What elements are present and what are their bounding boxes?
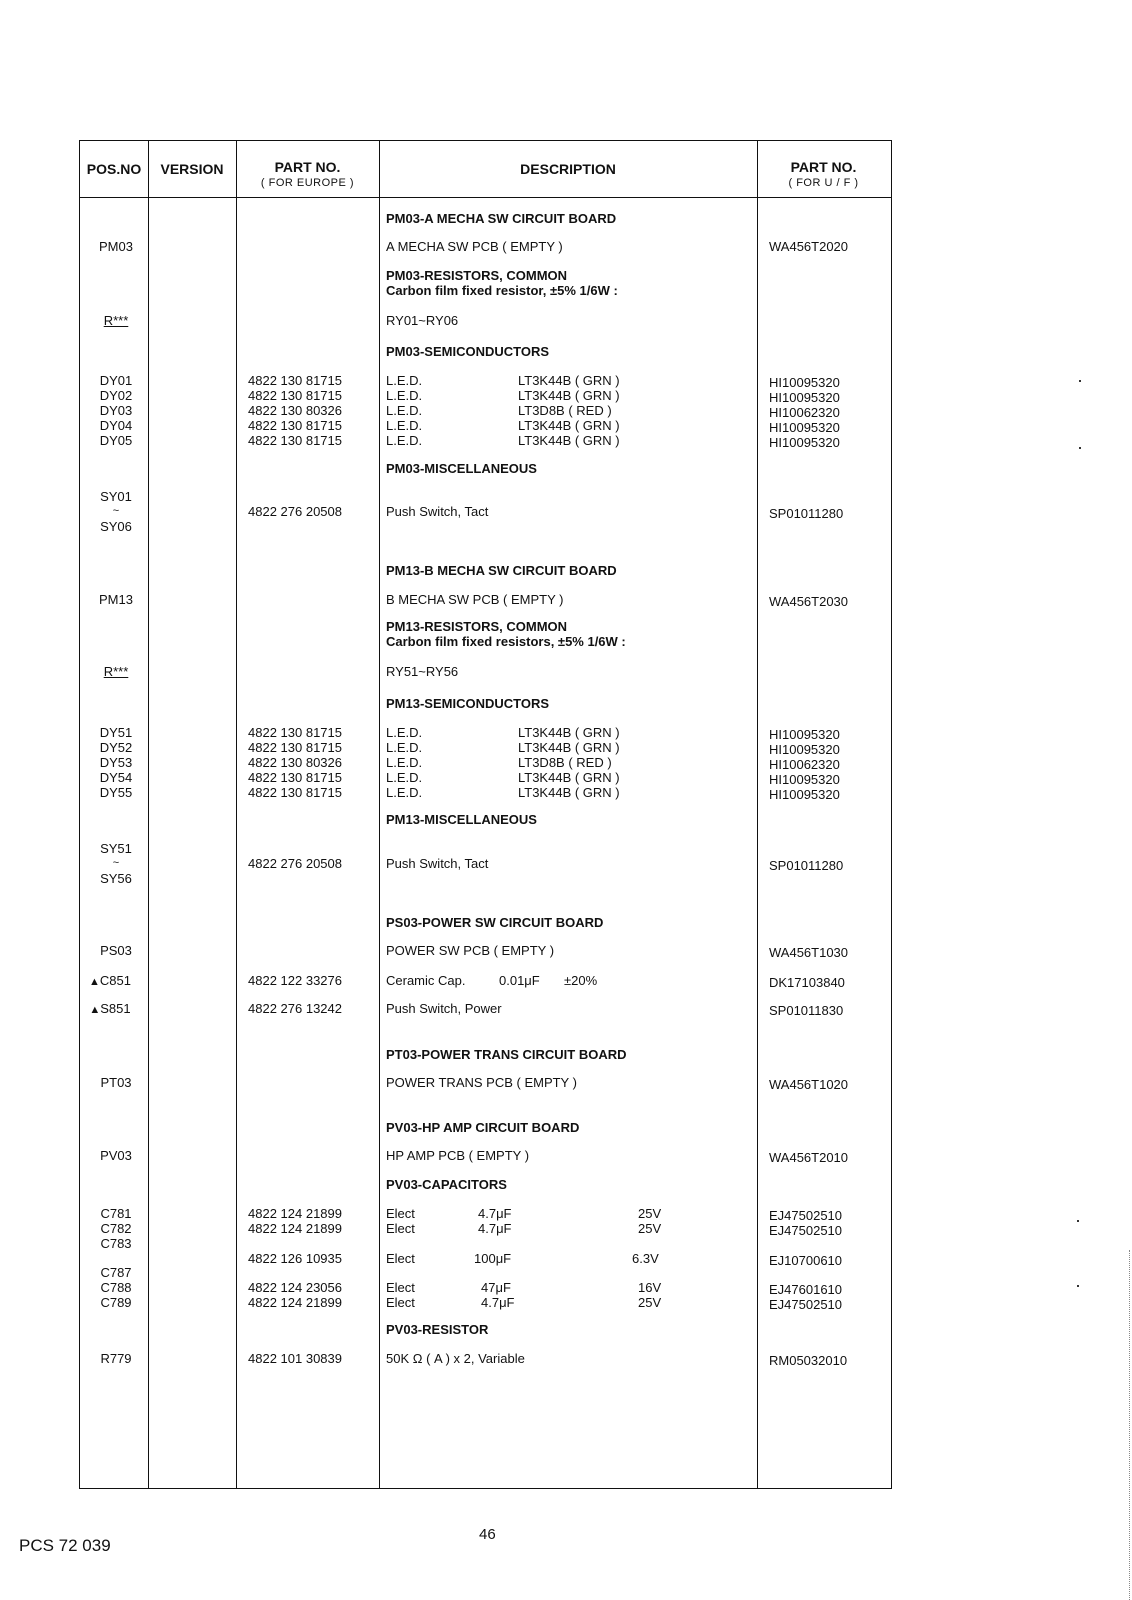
document-code: PCS 72 039 — [19, 1536, 111, 1555]
header-description: DESCRIPTION — [520, 161, 616, 177]
safety-warning-icon: ▲C851 — [89, 973, 131, 988]
parts-list-table: POS.NO VERSION PART NO. ( FOR EUROPE ) DESCRIPTION PART NO. ( FOR U / F ) PM03-A MECHA SW CIRCUIT BOARD PM03 A MECHA SW PCB ( EMPTY ) WA456T2020 PM03-RESISTORS, COMMON Carbon film fixed resistor, ±5% 1/6W : R*** RY01~RY06 PM03-SEMICONDUCTORS DY01 DY02 DY03 DY04 DY05 4822 130 81715 4822 130 81715 4822 130 80326 4822 130 81715 4822 130 81715 L.E.D. L.E.D. L.E.D. L.E.D. L.E.D. LT3K44B ( GRN ) LT3K44B ( GRN ) LT3D8B ( RED ) LT3K44B ( GRN ) LT3K44B ( GRN ) HI10095320 HI10095320 HI10062320 HI10095320 HI10095320 PM03-MISCELLANEOUS SY01 ~ SY06 4822 276 20508 Push Switch, Tact SP01011280 PM13-B MECHA SW CIRCUIT BOARD PM13 B MECHA SW PCB ( EMPTY ) WA456T2030 PM13-RESISTORS, COMMON Carbon film fixed resistors, ±5% 1/6W : R*** RY51~RY56 PM13-SEMICONDUCTORS DY51 DY52 DY53 DY54 DY55 4822 130 81715 4822 130 81715 4822 130 80326 4822 130 81715 4822 130 81715 L.E.D. L.E.D. L.E.D. L.E.D. L.E.D. LT3K44B ( GRN ) LT3K44B ( GRN ) LT3D8B ( RED ) LT3K44B ( GRN ) LT3K44B ( GRN ) HI10095320 HI10095320 HI10062320 HI10095320 HI10095320 PM13-MISCELLANEOUS SY51 ~ SY56 4822 276 20508 Push Switch, Tact SP01011280 PS03-POWER SW CIRCUIT BOARD PS03 POWER SW PCB ( EMPTY ) WA456T1030 ▲C851 4822 122 33276 Ceramic Cap. 0.01μF ±20% DK17103840 ▲S851 4822 276 13242 Push Switch, Power SP01011830 PT03-POWER TRANS CIRCUIT BOARD PT03 POWER TRANS PCB ( EMPTY ) WA456T1020 PV03-HP AMP CIRCUIT BOARD PV03 HP AMP PCB ( EMPTY ) WA456T2010 PV03-CAPACITORS C781 C782 C783 4822 124 21899 4822 124 21899 Elect Elect 4.7μF 4.7μF 25V 25V EJ47502510 EJ47502510 4822 126 10935 Elect 100μF 6.3V EJ10700610 C787 C788 C789 4822 124 23056 4822 124 21899 Elect Elect 47μF 4.7μF 16V 25V EJ47601610 EJ47502510 PV03-RESISTOR R779 4822 101 30839 50K Ω ( A ) x 2, Variable RM05032010 — [79, 140, 892, 1489]
scan-speck — [1079, 380, 1081, 382]
column-divider — [757, 141, 758, 1488]
header-version: VERSION — [160, 161, 224, 177]
scan-speck — [1079, 447, 1081, 449]
scan-speck — [1077, 1285, 1079, 1287]
column-divider — [379, 141, 380, 1488]
header-part-no-europe: PART NO. ( FOR EUROPE ) — [260, 159, 355, 189]
scan-speck — [1077, 1220, 1079, 1222]
safety-warning-icon: ▲S851 — [89, 1001, 131, 1016]
header-divider — [80, 197, 891, 198]
header-pos-no: POS.NO — [86, 161, 142, 177]
page-number: 46 — [479, 1526, 496, 1543]
header-part-no-uf: PART NO. ( FOR U / F ) — [788, 159, 859, 189]
column-divider — [236, 141, 237, 1488]
